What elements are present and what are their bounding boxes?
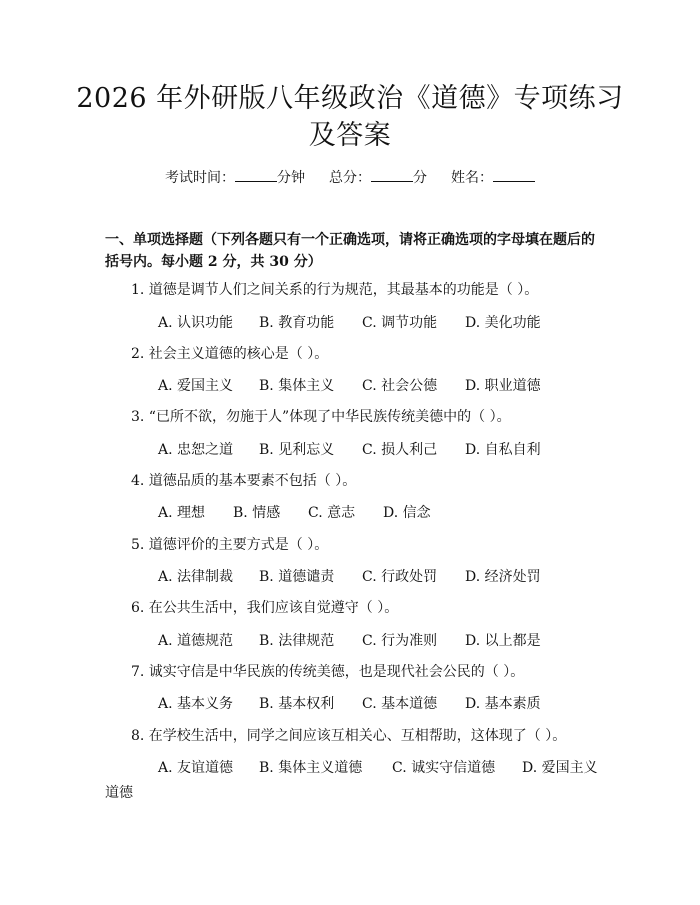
option-a: A. 法律制裁: [158, 569, 234, 585]
option-c: C. 基本道德: [362, 696, 438, 712]
question-6: 6. 在公共生活中，我们应该自觉遵守（ ）。: [131, 600, 399, 616]
option-c: C. 行为准则: [362, 633, 438, 649]
question-4-options: [158, 503, 431, 523]
option-a: A. 理想: [158, 505, 206, 521]
question-4: 4. 道德品质的基本要素不包括（ ）。: [131, 473, 357, 489]
score-unit: 分: [413, 170, 427, 186]
question-7-options: [158, 694, 541, 714]
option-a: A. 友谊道德: [158, 760, 234, 776]
option-b: B. 集体主义道德: [259, 760, 363, 776]
option-a: A. 道德规范: [158, 633, 234, 649]
option-a: A. 认识功能: [158, 315, 234, 331]
option-d: D. 经济处罚: [465, 569, 541, 585]
option-d: D. 以上都是: [465, 633, 541, 649]
score-blank: [371, 167, 413, 182]
time-unit: 分钟: [277, 170, 305, 186]
question-3-options: [158, 440, 541, 460]
question-7: 7. 诚实守信是中华民族的传统美德，也是现代社会公民的（ ）。: [131, 664, 525, 680]
question-6-options: [158, 631, 541, 651]
option-b: B. 教育功能: [259, 315, 335, 331]
exam-info: [60, 167, 640, 188]
option-d: D. 自私自利: [465, 442, 541, 458]
option-c: C. 调节功能: [362, 315, 438, 331]
time-label: 考试时间：: [165, 170, 235, 186]
option-c: C. 诚实守信道德: [392, 760, 496, 776]
option-d: D. 职业道德: [465, 378, 541, 394]
name-blank: [493, 167, 535, 182]
question-1: 1. 道德是调节人们之间关系的行为规范，其最基本的功能是（ ）。: [131, 282, 539, 298]
option-b: B. 基本权利: [259, 696, 335, 712]
option-b: B. 法律规范: [259, 633, 335, 649]
option-d: D. 美化功能: [465, 315, 541, 331]
document-title: [60, 80, 640, 154]
option-b: B. 集体主义: [259, 378, 335, 394]
title-line-1: 2026 年外研版八年级政治《道德》专项练习: [76, 83, 624, 114]
section-heading: 一、单项选择题（下列各题只有一个正确选项，请将正确选项的字母填在题后的括号内。每小题 2 分，共 30 分）: [105, 232, 595, 270]
question-5-options: [158, 567, 541, 587]
question-2-options: [158, 376, 541, 396]
option-c: C. 损人利己: [362, 442, 438, 458]
question-8-options: [105, 756, 605, 806]
option-d: D. 信念: [383, 505, 431, 521]
question-1-options: [158, 313, 541, 333]
option-c: C. 社会公德: [362, 378, 438, 394]
option-b: B. 情感: [233, 505, 281, 521]
score-label: 总分：: [329, 170, 371, 186]
option-d: D. 爱国主义道德: [105, 760, 598, 801]
option-b: B. 见利忘义: [259, 442, 335, 458]
question-3: 3. “已所不欲，勿施于人”体现了中华民族传统美德中的（ ）。: [131, 409, 511, 425]
question-8: 8. 在学校生活中，同学之间应该互相关心、互相帮助，这体现了（ ）。: [131, 728, 567, 744]
title-line-2: 及答案: [308, 120, 392, 151]
option-a: A. 基本义务: [158, 696, 234, 712]
option-a: A. 忠恕之道: [158, 442, 234, 458]
option-b: B. 道德谴责: [259, 569, 335, 585]
question-5: 5. 道德评价的主要方式是（ ）。: [131, 537, 329, 553]
question-2: 2. 社会主义道德的核心是（ ）。: [131, 346, 329, 362]
option-c: C. 意志: [308, 505, 356, 521]
option-c: C. 行政处罚: [362, 569, 438, 585]
name-label: 姓名：: [451, 170, 493, 186]
option-d: D. 基本素质: [465, 696, 541, 712]
time-blank: [235, 167, 277, 182]
option-a: A. 爱国主义: [158, 378, 234, 394]
